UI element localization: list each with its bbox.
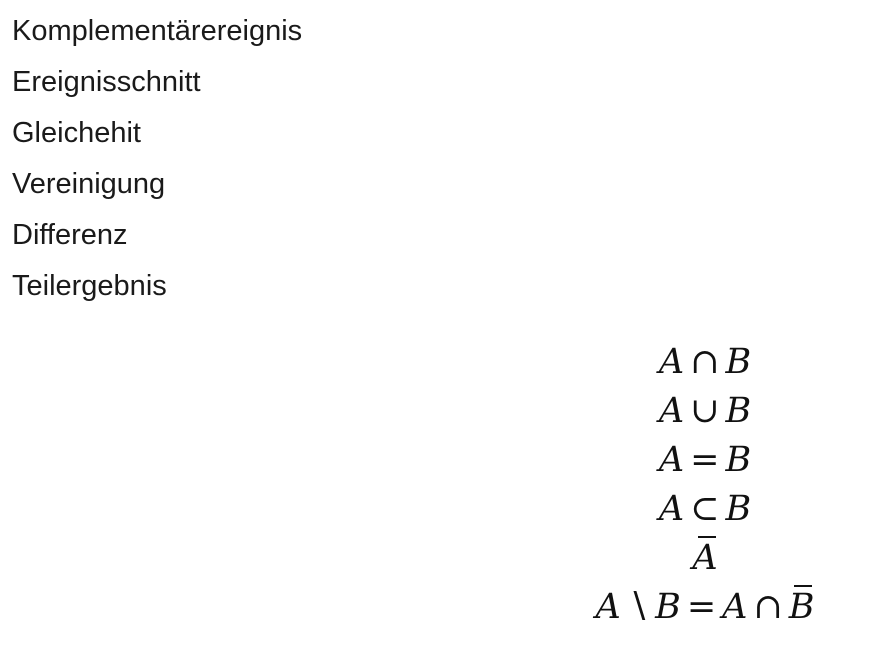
formula-difference xyxy=(560,583,850,632)
equals-symbol: = xyxy=(686,587,717,627)
complement-var: A xyxy=(692,534,717,583)
formula-var: A xyxy=(658,489,685,529)
formula-union xyxy=(560,387,850,436)
formula-var: B xyxy=(725,489,752,529)
intersection-symbol: ∩ xyxy=(690,342,720,382)
formula-list xyxy=(560,338,850,632)
subset-symbol: ⊂ xyxy=(690,489,720,529)
equals-symbol: = xyxy=(690,440,720,480)
term-komplementaerereignis: Komplementärereignis xyxy=(12,15,303,47)
union-symbol: ∪ xyxy=(690,391,720,431)
term-vereinigung: Vereinigung xyxy=(12,168,166,200)
formula-var: B xyxy=(725,391,752,431)
formula-var: A xyxy=(595,587,621,627)
set-minus-symbol: ∖ xyxy=(626,587,650,627)
formula-complement xyxy=(560,534,850,583)
formula-subset xyxy=(560,485,850,534)
formula-var: A xyxy=(658,440,685,480)
formula-intersection xyxy=(560,338,850,387)
intersection-symbol: ∩ xyxy=(753,587,783,627)
formula-var: A xyxy=(658,391,685,431)
formula-equality xyxy=(560,436,850,485)
formula-var: A xyxy=(658,342,685,382)
formula-var: A xyxy=(722,587,748,627)
term-gleichheit: Gleichehit xyxy=(12,117,141,149)
term-teilergebnis: Teilergebnis xyxy=(12,270,167,302)
term-ereignisschnitt: Ereignisschnitt xyxy=(12,66,201,98)
complement-var: B xyxy=(789,583,815,632)
formula-var: B xyxy=(725,342,752,382)
term-differenz: Differenz xyxy=(12,219,128,251)
formula-var: B xyxy=(655,587,681,627)
formula-var: B xyxy=(725,440,752,480)
term-list xyxy=(12,6,302,312)
